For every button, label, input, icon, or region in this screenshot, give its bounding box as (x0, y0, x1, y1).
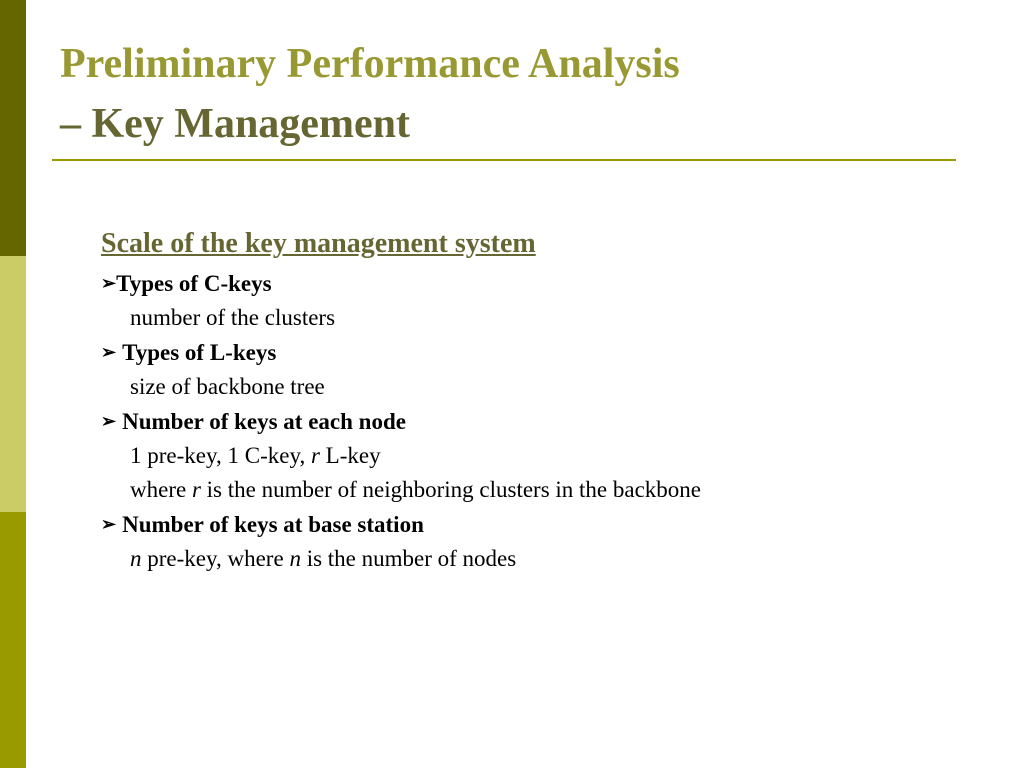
title-line-2: – Key Management (60, 101, 410, 147)
bullet-label: Types of C-keys (116, 271, 272, 296)
bullet-detail: number of the clusters (130, 305, 336, 330)
detail-text: 1 pre-key, 1 C-key, (130, 443, 311, 468)
arrow-bullet-icon: ➢ (101, 342, 117, 362)
bullet-detail: size of backbone tree (130, 374, 325, 399)
section-heading: Scale of the key management system (101, 228, 536, 259)
variable-r: r (191, 477, 201, 502)
detail-text: L-key (319, 443, 381, 468)
detail-text: where (130, 477, 192, 502)
detail-text: is the number of neighboring clusters in the backbone (200, 477, 702, 502)
title-divider (52, 159, 956, 161)
bullet-label: Number of keys at base station (122, 512, 424, 537)
bullet-detail (101, 473, 961, 507)
title-line-1: Preliminary Performance Analysis (60, 41, 680, 87)
side-bar-middle (0, 256, 26, 512)
bullet-detail (101, 439, 961, 473)
detail-text: is the number of nodes (300, 546, 517, 571)
variable-n: n (130, 546, 142, 571)
slide-title (60, 34, 960, 154)
slide-content (101, 226, 961, 576)
variable-n: n (289, 546, 301, 571)
bullet-keys-at-base-station (101, 507, 961, 542)
bullet-detail (101, 542, 961, 576)
variable-r: r (310, 443, 320, 468)
bullet-label: Types of L-keys (122, 340, 277, 365)
bullet-types-of-l-keys (101, 335, 961, 370)
bullet-label: Number of keys at each node (122, 409, 406, 434)
side-bar-top (0, 0, 26, 256)
bullet-keys-at-each-node (101, 404, 961, 439)
arrow-bullet-icon: ➢ (101, 514, 117, 534)
detail-text: pre-key, where (141, 546, 290, 571)
bullet-types-of-c-keys (101, 266, 961, 301)
arrow-bullet-icon: ➢ (101, 411, 117, 431)
arrow-bullet-icon: ➢ (101, 273, 117, 293)
side-bar-bottom (0, 512, 26, 768)
